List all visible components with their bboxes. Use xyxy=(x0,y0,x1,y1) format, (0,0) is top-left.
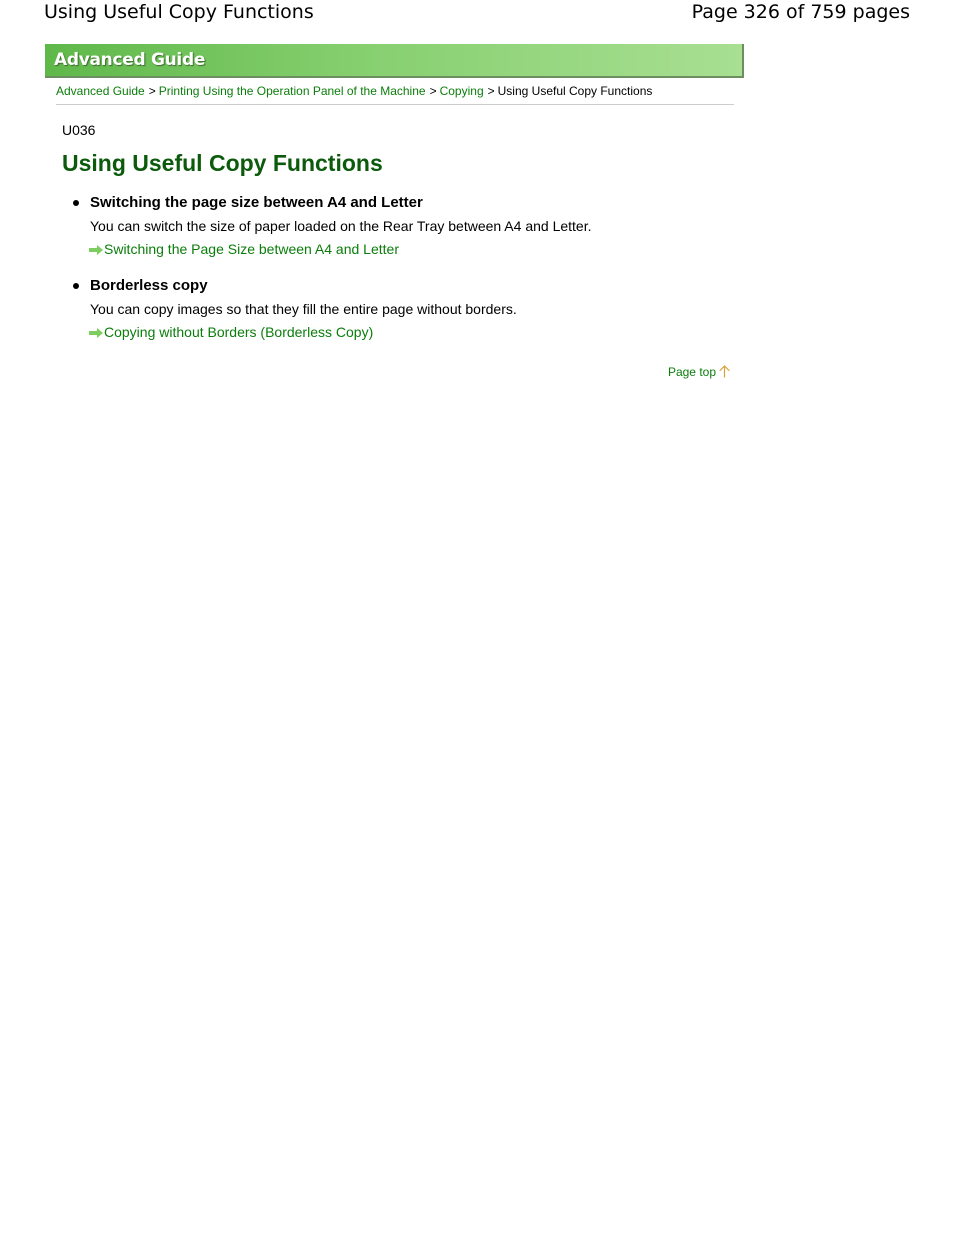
page-top xyxy=(668,364,730,380)
breadcrumb-link-advanced-guide[interactable]: Advanced Guide xyxy=(56,84,145,98)
list-item-borderless-copy xyxy=(90,277,730,341)
up-arrow-icon[interactable] xyxy=(719,365,730,378)
link-switching-page-size[interactable]: Switching the Page Size between A4 and Letter xyxy=(104,241,399,257)
breadcrumb-link-copying[interactable]: Copying xyxy=(439,84,484,98)
item-description: You can switch the size of paper loaded on the Rear Tray between A4 and Letter. xyxy=(90,218,592,234)
page-header-title: Using Useful Copy Functions xyxy=(44,1,314,23)
breadcrumb-current: Using Useful Copy Functions xyxy=(497,84,653,98)
advanced-guide-banner xyxy=(45,44,744,78)
bullet-icon xyxy=(73,200,79,206)
breadcrumb-separator: > xyxy=(487,84,495,98)
item-description: You can copy images so that they fill the entire page without borders. xyxy=(90,301,517,317)
page-top-link[interactable]: Page top xyxy=(667,365,716,379)
item-heading: Switching the page size between A4 and Letter xyxy=(90,194,423,211)
bullet-icon xyxy=(73,283,79,289)
item-link-row xyxy=(90,241,730,258)
banner-title: Advanced Guide xyxy=(54,50,206,70)
page-counter: Page 326 of 759 pages xyxy=(691,1,910,23)
breadcrumb-separator: > xyxy=(148,84,156,98)
breadcrumb-link-operation-panel[interactable]: Printing Using the Operation Panel of the Machine xyxy=(158,84,426,98)
right-arrow-icon xyxy=(89,245,103,255)
document-id: U036 xyxy=(62,122,96,138)
right-arrow-icon xyxy=(89,328,103,338)
breadcrumb-separator: > xyxy=(429,84,437,98)
breadcrumb-divider xyxy=(56,104,734,105)
item-link-row xyxy=(90,324,730,341)
breadcrumb xyxy=(56,83,734,99)
page-title: Using Useful Copy Functions xyxy=(62,150,383,176)
list-item-page-size xyxy=(90,194,730,258)
link-borderless-copy[interactable]: Copying without Borders (Borderless Copy) xyxy=(104,324,374,340)
item-heading: Borderless copy xyxy=(90,277,208,294)
